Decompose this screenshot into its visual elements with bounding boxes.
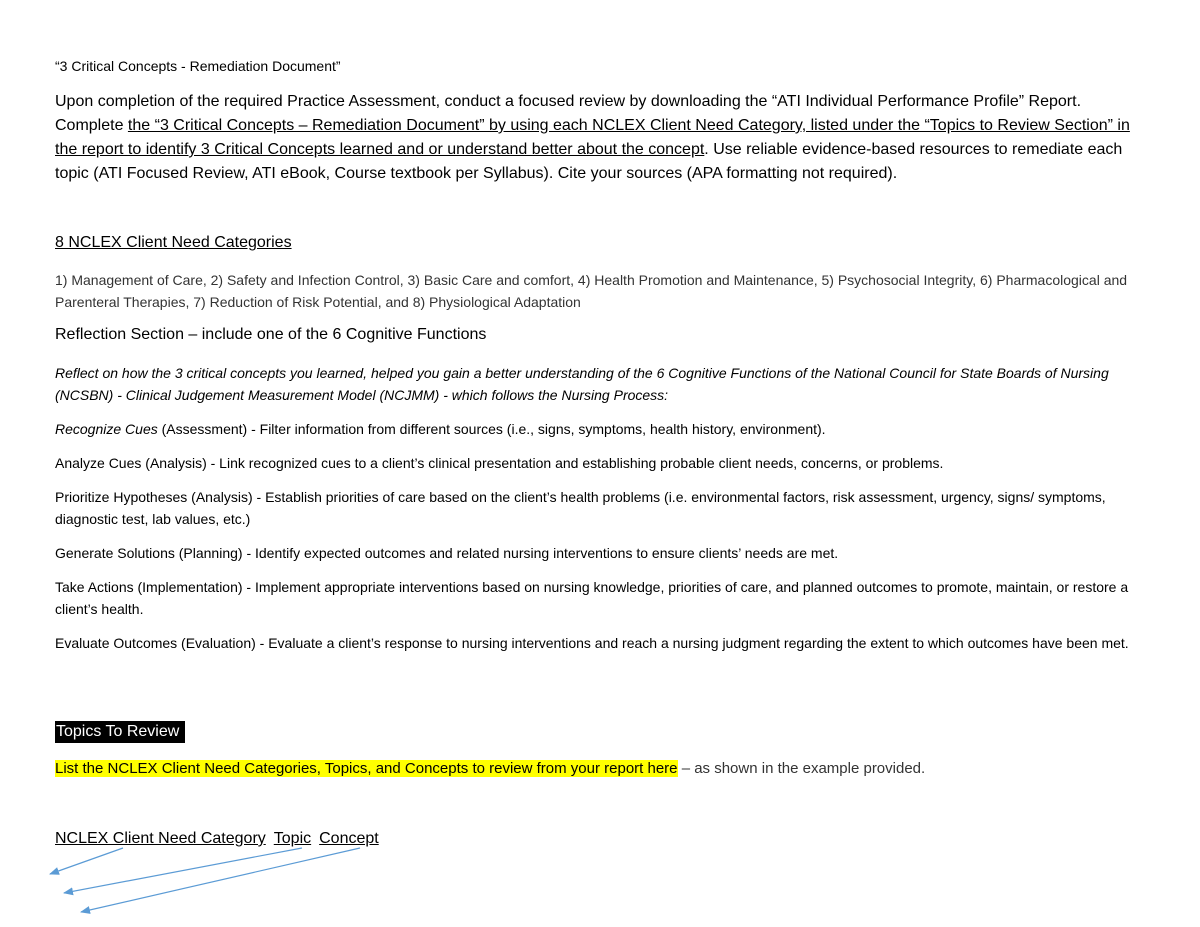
intro-underlined-text: the “3 Critical Concepts – Remediation Document” by using each NCLEX Client Need Category, listed under the “Topics to Review Section” in the report to identify 3 Critical Concepts learned and or understand better about the concept — [55, 117, 1130, 158]
function-name: Take Actions — [55, 579, 134, 595]
column-header-topic: Topic — [273, 830, 312, 847]
intro-text-2: . Use reliable evidence-based resources to remediate each topic (ATI Focused Review, ATI eBook, Course textbook per Syllabus). Cite your sources (APA formatting not required). — [55, 141, 1123, 182]
function-prioritize-hypotheses — [55, 486, 1145, 530]
function-desc: (Assessment) - Filter information from different sources (i.e., signs, symptoms, health history, environment). — [157, 421, 826, 437]
list-instruction — [55, 758, 925, 780]
column-header-concept: Concept — [319, 830, 379, 847]
function-desc: (Implementation) - Implement appropriate interventions based on nursing knowledge, priorities of care, and planned outcomes to promote, maintain, or restore a client’s health. — [55, 579, 1129, 617]
intro-paragraph — [55, 90, 1150, 186]
arrow-concept — [81, 848, 360, 912]
column-headers-row — [55, 828, 387, 850]
column-header-category: NCLEX Client Need Category — [55, 830, 266, 847]
function-desc: (Analysis) - Link recognized cues to a client’s clinical presentation and establishing probable client needs, concerns, or problems. — [141, 455, 944, 471]
function-name: Analyze Cues — [55, 455, 142, 471]
arrow-topic — [64, 848, 302, 893]
instruction-rest: – as shown in the example provided. — [677, 760, 926, 777]
topics-to-review-heading: Topics To Review — [55, 721, 185, 743]
arrow-category — [50, 848, 123, 874]
categories-list-text: 1) Management of Care, 2) Safety and Infection Control, 3) Basic Care and comfort, 4) Health Promotion and Maintenance, 5) Psychosocial Integrity, 6) Pharmacological and Parenteral Therapies, 7) Reduction of Risk Potential, and 8) Physiological Adaptation — [55, 272, 1128, 310]
function-take-actions — [55, 576, 1145, 620]
function-analyze-cues — [55, 452, 1145, 474]
function-desc: (Evaluation) - Evaluate a client’s response to nursing interventions and reach a nursing judgment regarding the extent to which outcomes have been met. — [177, 635, 1129, 651]
reflection-heading: Reflection Section – include one of the 6 Cognitive Functions — [55, 326, 487, 343]
function-recognize-cues — [55, 418, 1145, 440]
function-name: Prioritize Hypotheses — [55, 489, 188, 505]
function-generate-solutions — [55, 542, 1145, 564]
highlighted-instruction: List the NCLEX Client Need Categories, Topics, and Concepts to review from your report here — [55, 760, 678, 777]
function-name: Recognize Cues — [55, 421, 158, 437]
function-desc: (Analysis) - Establish priorities of care based on the client’s health problems (i.e. environmental factors, risk assessment, urgency, signs/ symptoms, diagnostic test, lab values, etc.) — [55, 489, 1106, 527]
document-title: “3 Critical Concepts - Remediation Document” — [55, 58, 341, 74]
function-evaluate-outcomes — [55, 632, 1145, 654]
categories-heading: 8 NCLEX Client Need Categories — [55, 234, 292, 251]
reflection-intro: Reflect on how the 3 critical concepts you learned, helped you gain a better understanding of the 6 Cognitive Functions of the National Council for State Boards of Nursing (NCSBN) - Clinical Judgement Measurement Model (NCJMM) - which follows the Nursing Process: — [55, 365, 1109, 403]
function-desc: (Planning) - Identify expected outcomes and related nursing interventions to ensure clients’ needs are met. — [174, 545, 839, 561]
function-name: Evaluate Outcomes — [55, 635, 178, 651]
function-name: Generate Solutions — [55, 545, 175, 561]
intro-text-1: Upon completion of the required Practice Assessment, conduct a focused review by downloading the “ATI Individual Performance Profile” Report. Complete — [55, 93, 1082, 134]
